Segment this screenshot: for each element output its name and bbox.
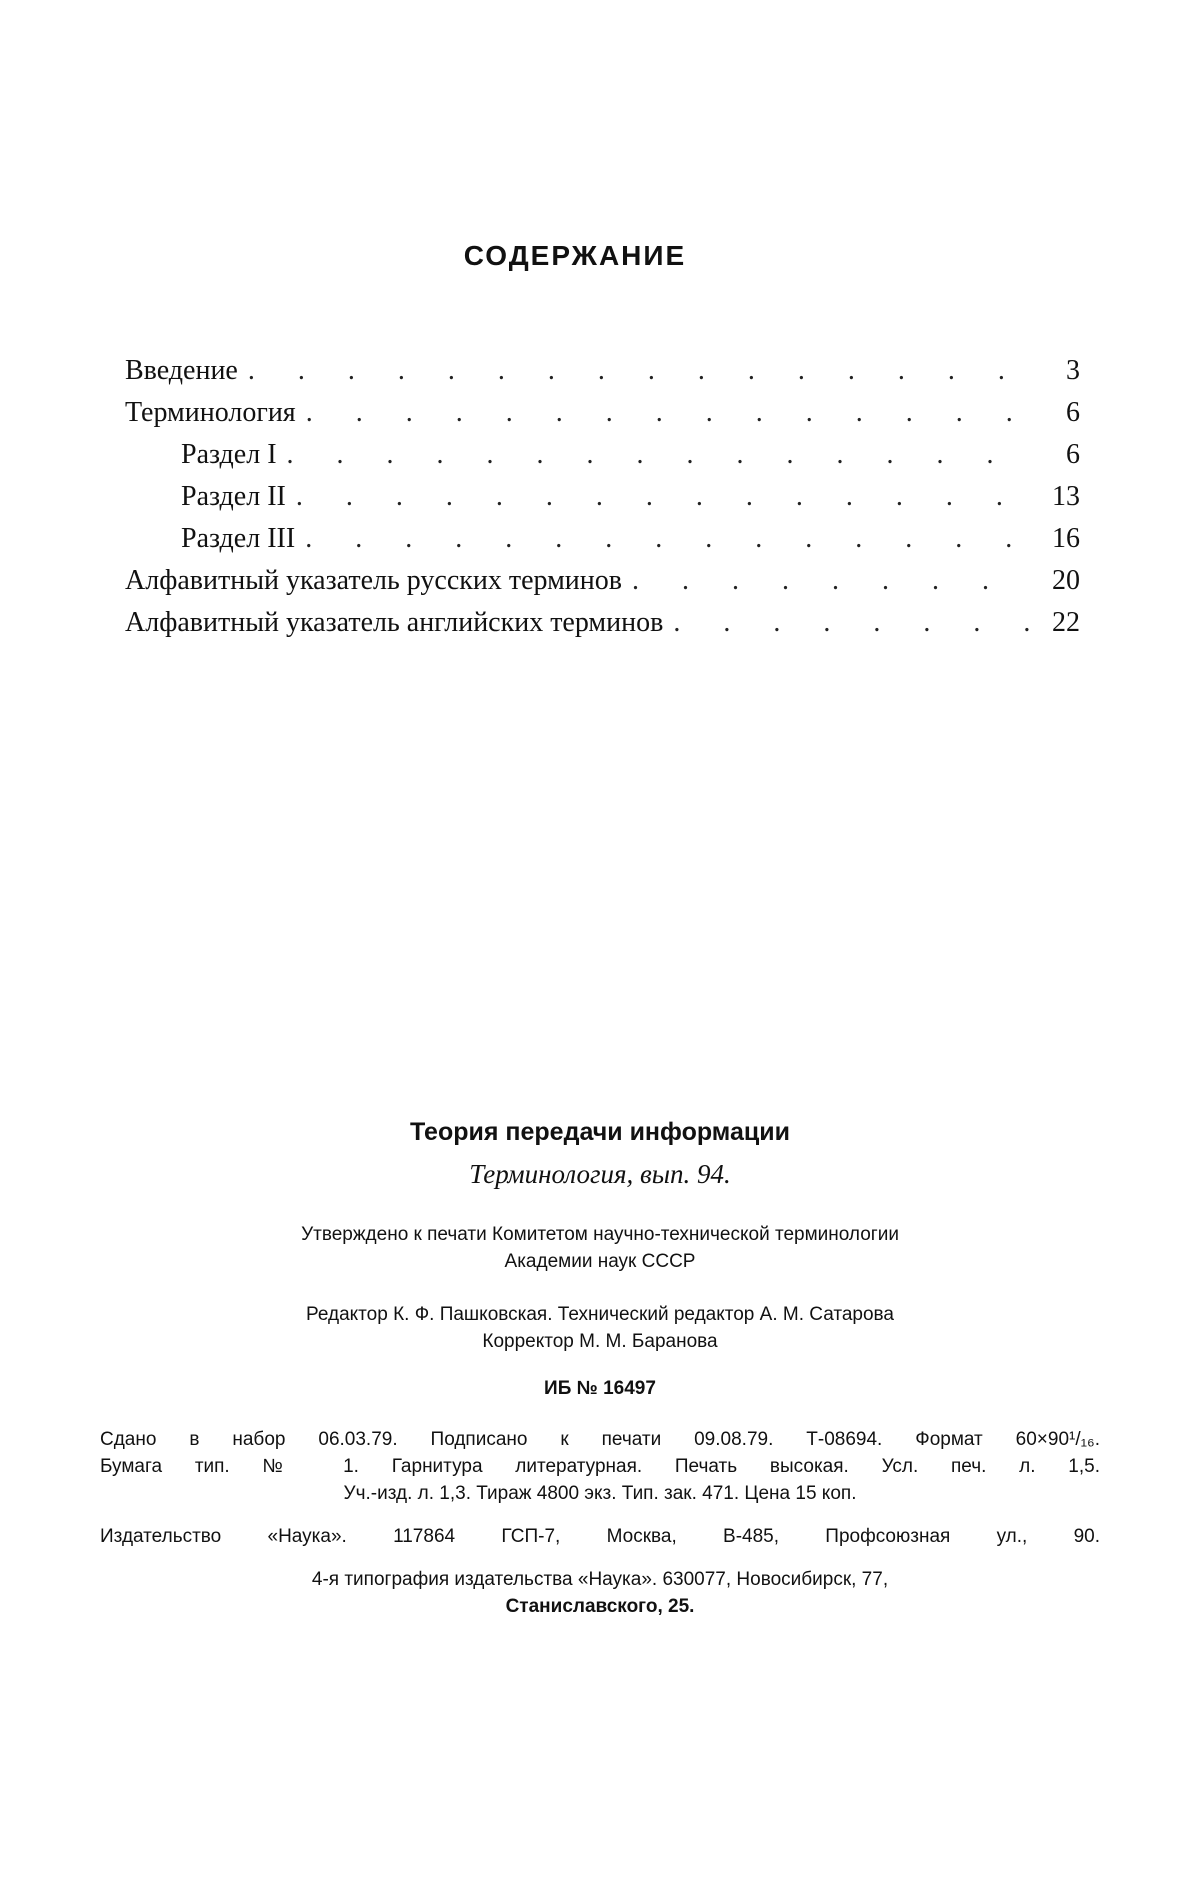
toc-entry-page: 6 xyxy=(1066,439,1080,470)
printing-house-line: Станиславского, 25. xyxy=(505,1596,695,1617)
toc-entry-label: Раздел II xyxy=(181,481,286,512)
toc-entry-label: Алфавитный указатель русских терминов xyxy=(125,565,622,596)
ib-number: ИБ № 16497 xyxy=(544,1378,656,1399)
dot-leader xyxy=(632,565,1032,597)
book-subtitle: Терминология, вып. 94. xyxy=(469,1159,731,1189)
toc-entry-label: Раздел I xyxy=(181,439,277,470)
toc-entry-label: Раздел III xyxy=(181,523,296,554)
dot-leader xyxy=(287,439,1032,471)
printing-house-line: 4-я типография издательства «Наука». 630077, Новосибирск, 77, xyxy=(311,1569,889,1590)
toc-entry-page: 16 xyxy=(1052,523,1080,554)
toc-entry-introduction xyxy=(125,355,1080,397)
toc-entry-label: Терминология xyxy=(125,397,296,428)
toc-entry-russian-index xyxy=(125,565,1080,607)
dot-leader xyxy=(296,481,1032,513)
toc-entry-label: Введение xyxy=(125,355,238,386)
toc-heading: СОДЕРЖАНИЕ xyxy=(463,240,687,271)
toc-entry-section-1 xyxy=(125,439,1080,481)
publisher-line: Издательство «Наука». 117864 ГСП-7, Москва, В-485, Профсоюзная ул., 90. xyxy=(100,1526,1100,1547)
table-of-contents xyxy=(125,355,1080,649)
editors-line: Редактор К. Ф. Пашковская. Технический редактор А. М. Сатарова xyxy=(306,1304,894,1325)
toc-entry-page: 13 xyxy=(1052,481,1080,512)
toc-entry-page: 20 xyxy=(1052,565,1080,596)
book-title: Теория передачи информации xyxy=(410,1118,790,1146)
toc-entry-label: Алфавитный указатель английских терминов xyxy=(125,607,664,638)
dot-leader xyxy=(306,397,1032,429)
dot-leader xyxy=(305,523,1032,555)
toc-entry-page: 6 xyxy=(1066,397,1080,428)
printing-house xyxy=(100,1566,1100,1620)
dot-leader xyxy=(673,607,1032,639)
print-details-line: Сдано в набор 06.03.79. Подписано к печати 09.08.79. Т-08694. Формат 60×90¹/₁₆. xyxy=(100,1429,1100,1450)
editors-note xyxy=(100,1301,1100,1355)
toc-entry-section-2 xyxy=(125,481,1080,523)
approval-note xyxy=(100,1221,1100,1275)
toc-entry-page: 3 xyxy=(1066,355,1080,386)
print-details xyxy=(100,1426,1100,1507)
editors-line: Корректор М. М. Баранова xyxy=(482,1331,718,1352)
print-details-line: Бумага тип. № 1. Гарнитура литературная. Печать высокая. Усл. печ. л. 1,5. xyxy=(100,1456,1100,1477)
approval-line: Утверждено к печати Комитетом научно-технической терминологии xyxy=(301,1224,899,1245)
toc-entry-english-index xyxy=(125,607,1080,649)
imprint-block xyxy=(100,1115,1100,1620)
dot-leader xyxy=(248,355,1032,387)
print-details-line: Уч.-изд. л. 1,3. Тираж 4800 экз. Тип. зак. 471. Цена 15 коп. xyxy=(343,1483,857,1504)
toc-entry-section-3 xyxy=(125,523,1080,565)
toc-entry-page: 22 xyxy=(1052,607,1080,638)
toc-entry-terminology xyxy=(125,397,1080,439)
approval-line: Академии наук СССР xyxy=(504,1251,696,1272)
